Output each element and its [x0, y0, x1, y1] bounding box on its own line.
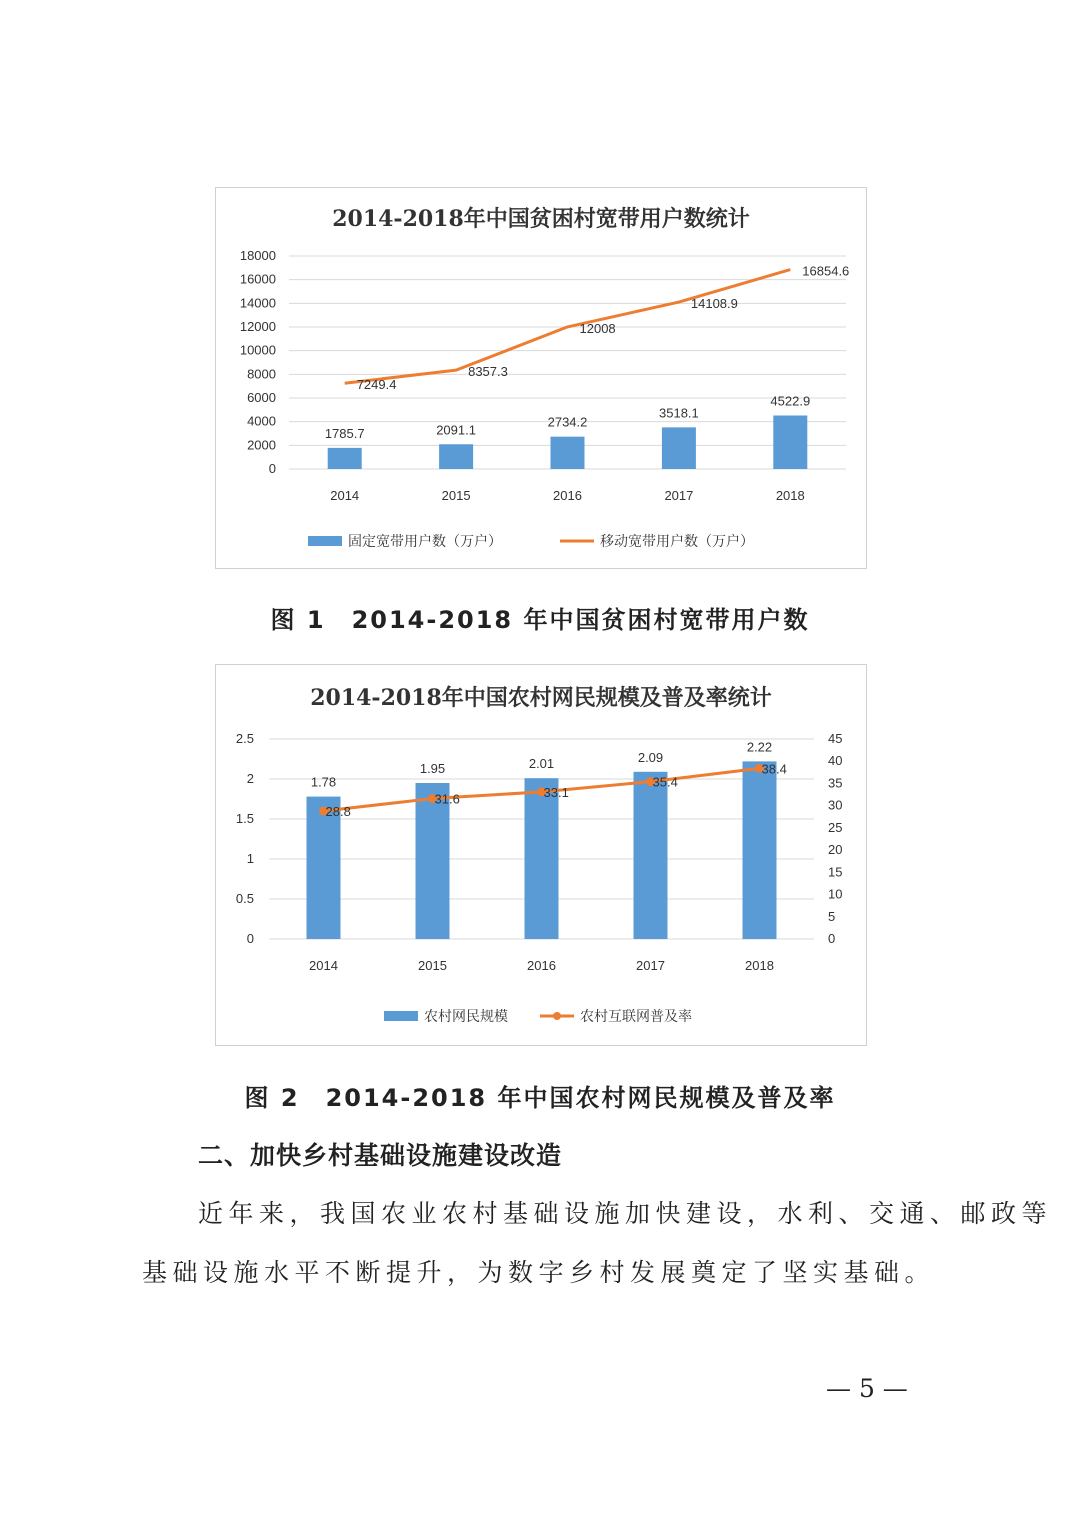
c2-bar-label: 1.95	[419, 761, 446, 776]
c1-line-label: 12008	[579, 320, 616, 336]
c2-y-tick: 0.5	[235, 891, 254, 906]
c2-x-tick: 2017	[636, 958, 665, 973]
c2-bar-label: 2.01	[528, 756, 555, 772]
c2-line-label: 28.8	[325, 804, 351, 819]
c2-y-tick: 2	[246, 771, 254, 786]
c2-bar	[634, 772, 668, 939]
c2-y2-tick: 40	[828, 753, 843, 769]
c2-y-tick: 2.5	[235, 731, 254, 746]
c1-line-label: 14108.9	[690, 296, 738, 312]
c1-bar-label: 3518.1	[659, 405, 699, 421]
c2-bar-label: 1.78	[310, 774, 337, 790]
page-number: — 5 —	[826, 1374, 908, 1403]
c1-y-tick: 16000	[239, 271, 276, 287]
c1-y-tick: 8000	[247, 366, 276, 382]
c1-bar	[439, 444, 473, 469]
c1-x-tick: 2014	[330, 488, 360, 503]
c1-legend-bar-swatch	[308, 536, 342, 546]
c2-y2-tick: 30	[828, 797, 843, 813]
c2-x-tick: 2018	[745, 958, 774, 973]
c2-bar-label: 2.22	[746, 739, 773, 755]
c2-line-label: 33.1	[543, 784, 569, 800]
c1-bar	[662, 427, 696, 469]
c2-x-tick: 2015	[418, 958, 447, 973]
c1-x-tick: 2018	[775, 488, 805, 503]
c1-bar-label: 2091.1	[436, 422, 476, 438]
c1-x-tick: 2015	[441, 488, 471, 503]
c2-legend-line-marker	[553, 1012, 561, 1020]
c1-bar-label: 1785.7	[324, 425, 365, 441]
chart1-svg	[216, 188, 866, 568]
rural-netizen-chart	[215, 664, 867, 1046]
c1-y-tick: 12000	[239, 319, 276, 334]
c2-y-tick: 0	[246, 931, 254, 946]
c2-line-label: 31.6	[434, 791, 460, 807]
c1-legend-line-label: 移动宽带用户数（万户）	[600, 534, 754, 550]
c1-y-tick: 4000	[247, 413, 276, 429]
c2-y2-tick: 45	[828, 731, 843, 746]
c2-y2-tick: 15	[828, 864, 843, 880]
c2-bar-label: 2.09	[637, 749, 664, 765]
c1-x-tick: 2017	[664, 488, 694, 503]
c1-y-tick: 18000	[239, 248, 276, 263]
c2-x-tick: 2016	[527, 958, 556, 973]
c2-y2-tick: 20	[828, 842, 843, 858]
c2-y2-tick: 25	[828, 819, 843, 835]
c2-x-tick: 2014	[309, 958, 338, 973]
c1-line-label: 7249.4	[356, 377, 397, 393]
c2-y-tick: 1.5	[235, 811, 254, 826]
c1-bar	[773, 415, 807, 469]
c1-line-label: 8357.3	[468, 364, 508, 380]
c1-y-tick: 14000	[239, 295, 276, 311]
fixed-mobile-broadband-chart	[215, 187, 867, 569]
c1-legend-bar-label: 固定宽带用户数（万户）	[348, 534, 502, 550]
c2-legend-line-label: 农村互联网普及率	[580, 1009, 692, 1025]
c1-y-tick: 0	[268, 461, 276, 476]
c2-legend-bar-label: 农村网民规模	[424, 1009, 508, 1025]
c1-x-tick: 2016	[553, 488, 582, 503]
section-heading: 二、加快乡村基础设施建设改造	[198, 1141, 563, 1170]
c1-bar	[551, 437, 585, 469]
c2-bar	[525, 778, 559, 939]
c2-y-tick: 1	[246, 851, 254, 866]
c1-line	[345, 270, 791, 384]
c2-y2-tick: 5	[828, 908, 836, 924]
c2-y2-tick: 10	[828, 886, 843, 902]
paragraph-line-2: 基础设施水平不断提升，为数字乡村发展奠定了坚实基础。	[142, 1258, 936, 1287]
c1-line-label: 16854.6	[802, 263, 850, 279]
c2-y2-tick: 35	[828, 775, 843, 791]
c2-legend-bar-swatch	[384, 1011, 418, 1021]
chart2-svg	[216, 665, 866, 1045]
c2-line-label: 35.4	[652, 774, 678, 790]
c1-title: 2014-2018年中国贫困村宽带用户数统计	[332, 206, 750, 232]
c1-bar	[328, 448, 362, 469]
c1-bar-label: 2734.2	[547, 414, 588, 430]
c2-title: 2014-2018年中国农村网民规模及普及率统计	[310, 685, 772, 711]
c1-y-tick: 6000	[247, 390, 276, 405]
paragraph-line-1: 近年来，我国农业农村基础设施加快建设，水利、交通、邮政等	[198, 1199, 1053, 1228]
c1-y-tick: 2000	[247, 437, 276, 453]
figure1-caption: 图 1 2014-2018 年中国贫困村宽带用户数	[270, 606, 810, 634]
figure2-caption: 图 2 2014-2018 年中国农村网民规模及普及率	[244, 1084, 836, 1112]
c1-bar-label: 4522.9	[770, 393, 811, 409]
c2-bar	[743, 761, 777, 939]
c2-y2-tick: 0	[828, 931, 836, 946]
c1-y-tick: 10000	[239, 342, 276, 358]
c2-line-label: 38.4	[761, 761, 787, 777]
